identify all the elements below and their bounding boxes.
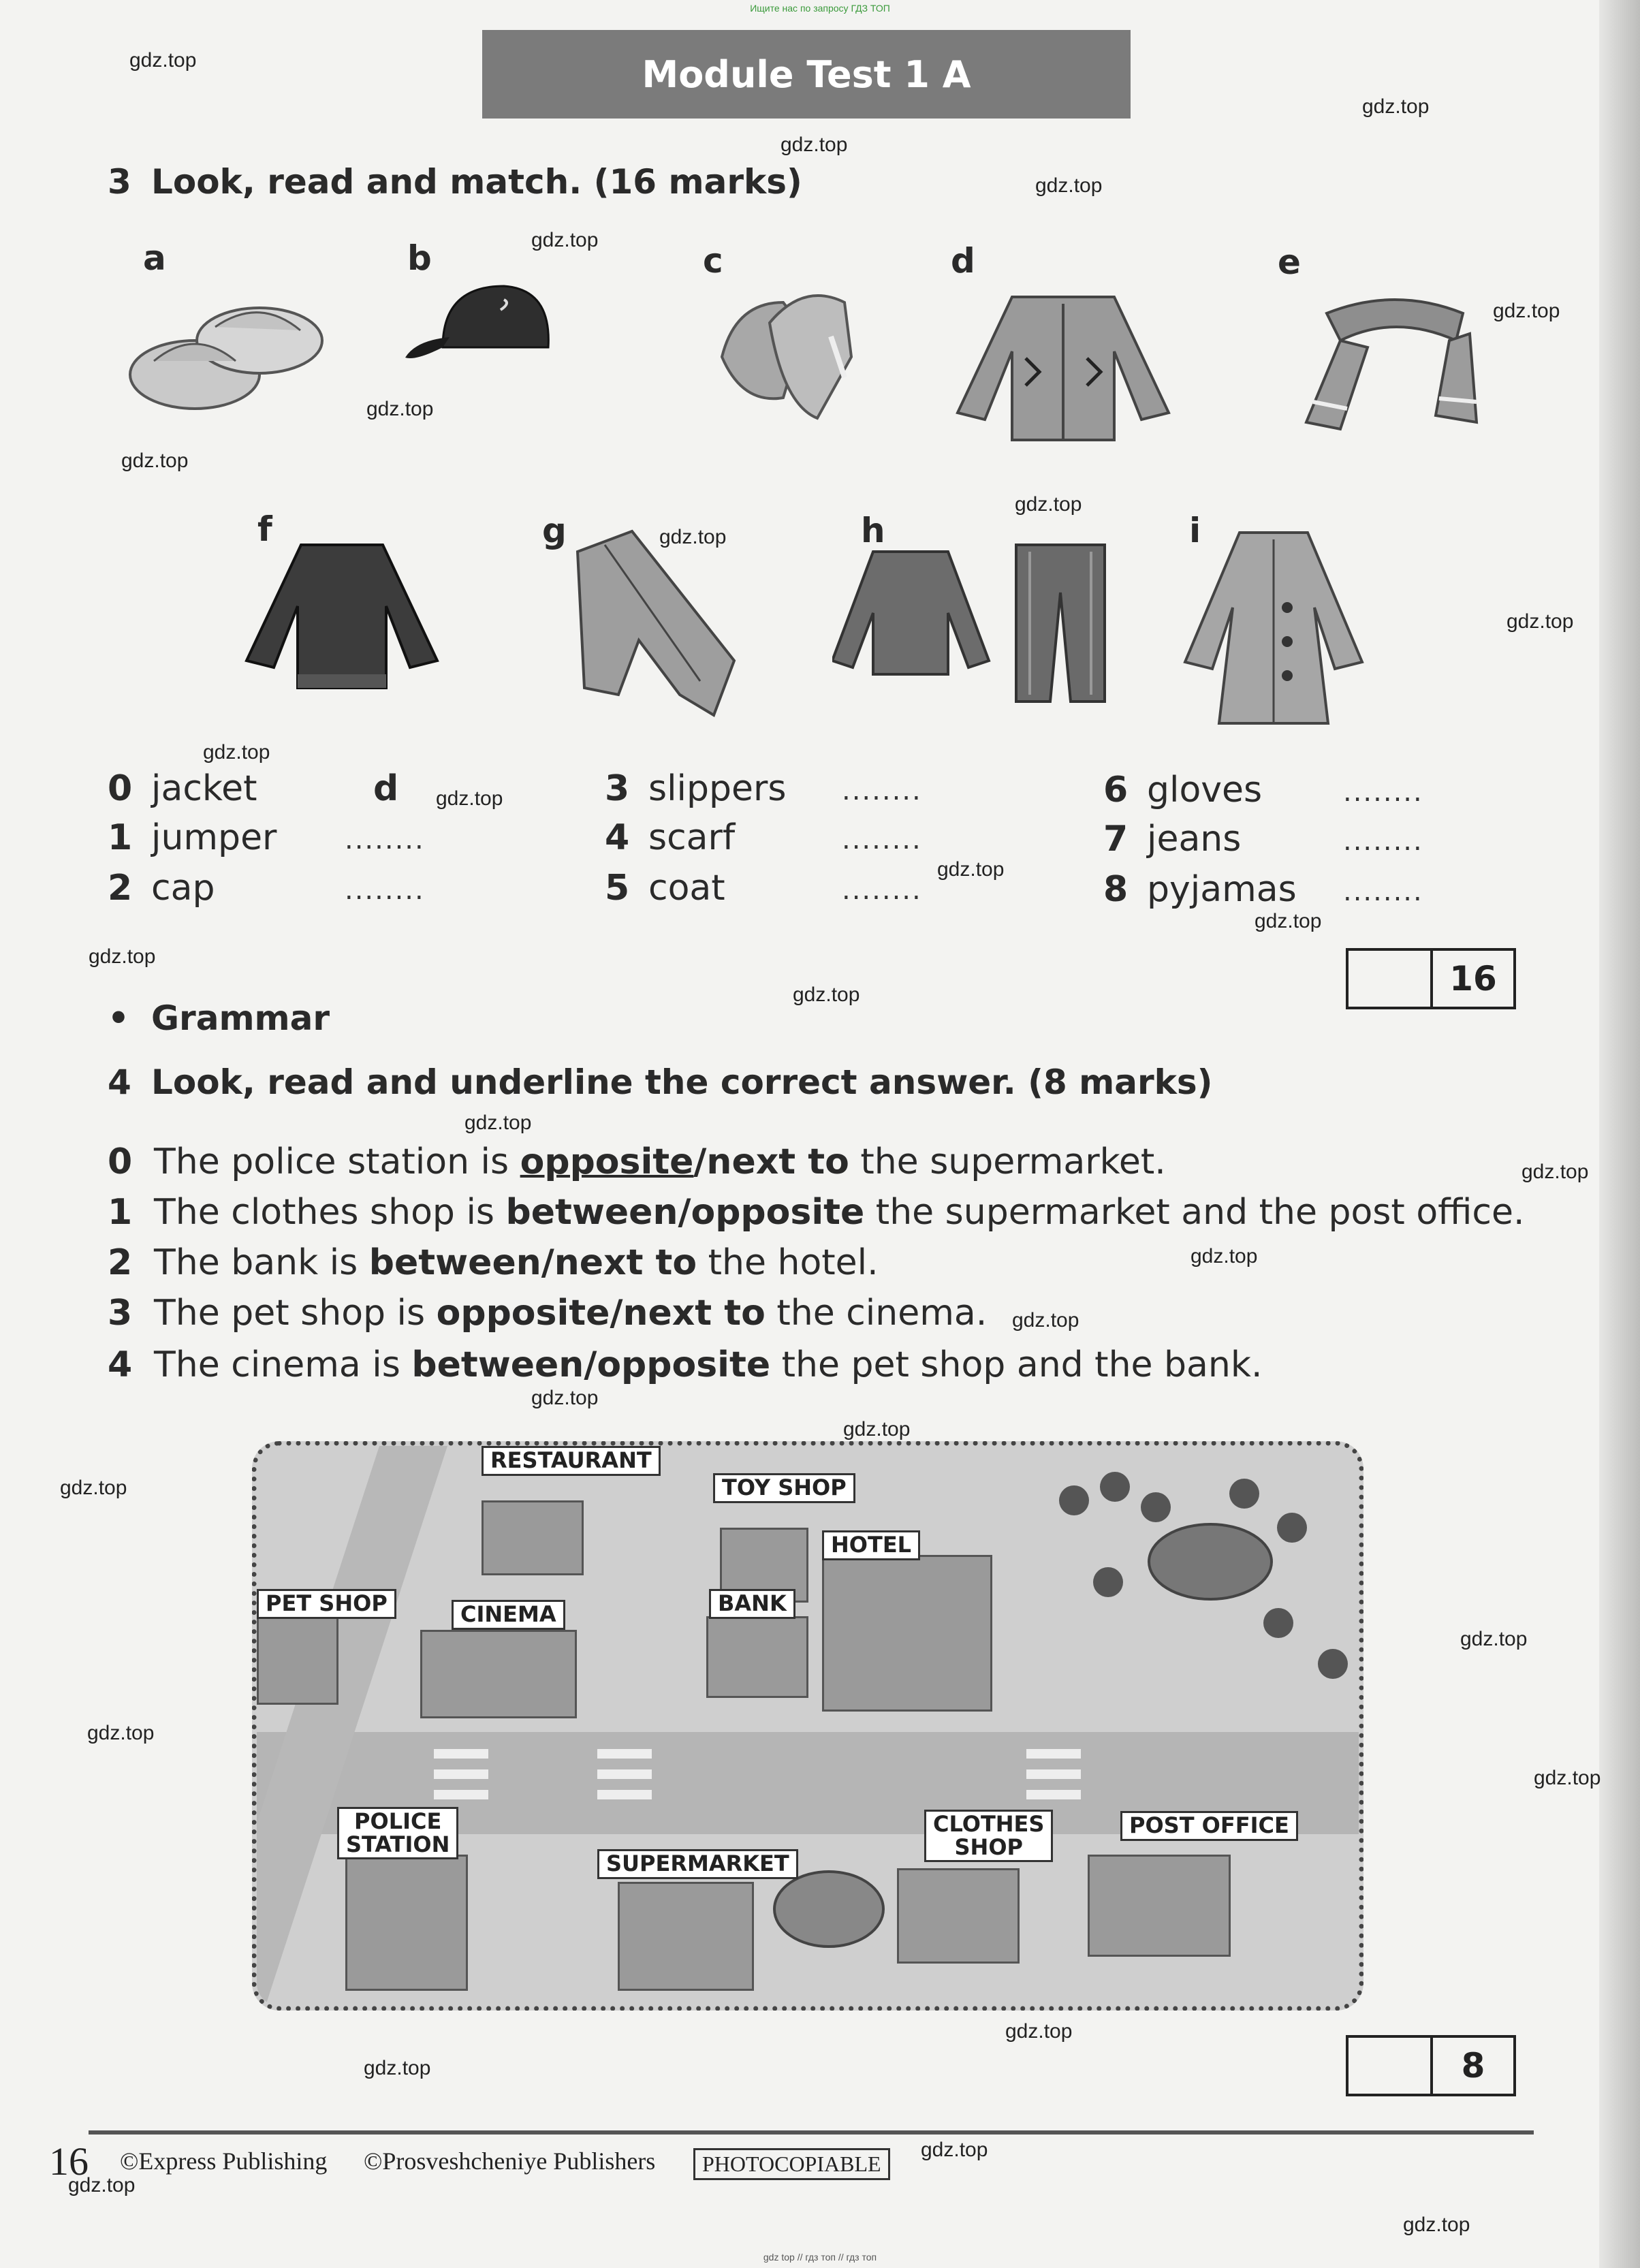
item-number: 7 bbox=[1103, 819, 1129, 860]
sentence-post: the supermarket and the post office. bbox=[864, 1192, 1525, 1233]
option-opposite[interactable]: opposite bbox=[436, 1293, 610, 1334]
cap-picture bbox=[402, 272, 558, 375]
sentence-pre: The pet shop is bbox=[154, 1293, 437, 1334]
police-station-sign bbox=[337, 1807, 458, 1859]
answer-blank[interactable]: ........ bbox=[842, 875, 922, 906]
item-word: pyjamas bbox=[1147, 869, 1297, 910]
clothes-shop-building bbox=[897, 1868, 1020, 1964]
letter-d: d bbox=[951, 241, 975, 281]
watermark: gdz.top bbox=[921, 2139, 988, 2161]
watermark: gdz.top bbox=[1255, 910, 1322, 932]
item-number: 4 bbox=[605, 817, 630, 858]
watermark: gdz.top bbox=[1005, 2020, 1073, 2043]
clothes-sign-line2: SHOP bbox=[954, 1833, 1023, 1860]
pet-shop-sign: PET SHOP bbox=[257, 1589, 396, 1619]
sentence-number: 0 bbox=[108, 1141, 133, 1182]
sentence-pre: The bank is bbox=[154, 1242, 369, 1283]
watermark: gdz.top bbox=[531, 229, 599, 251]
exercise3-heading bbox=[108, 162, 802, 202]
top-note: Ищите нас по запросу ГДЗ ТОП bbox=[750, 3, 890, 14]
sentence-text bbox=[154, 1293, 987, 1334]
watermark: gdz.top bbox=[436, 787, 503, 810]
option-separator: / bbox=[584, 1344, 597, 1385]
watermark: gdz.top bbox=[89, 945, 156, 968]
grammar-label: Grammar bbox=[151, 998, 330, 1038]
score-entry-field[interactable] bbox=[1349, 2038, 1433, 2094]
option-opposite[interactable]: opposite bbox=[597, 1344, 771, 1385]
sentence-number: 1 bbox=[108, 1192, 133, 1233]
supermarket-sign: SUPERMARKET bbox=[597, 1849, 798, 1879]
watermark: gdz.top bbox=[1015, 493, 1082, 516]
watermark: gdz.top bbox=[68, 2174, 136, 2196]
watermark: gdz.top bbox=[1403, 2214, 1470, 2236]
sentence-post: the pet shop and the bank. bbox=[770, 1344, 1263, 1385]
option-between[interactable]: between bbox=[505, 1192, 678, 1233]
jacket-picture bbox=[951, 277, 1176, 447]
sentence-post: the hotel. bbox=[697, 1242, 879, 1283]
sentence-pre: The clothes shop is bbox=[154, 1192, 506, 1233]
restaurant-sign: RESTAURANT bbox=[482, 1446, 661, 1476]
watermark: gdz.top bbox=[1521, 1161, 1589, 1183]
option-between[interactable]: between bbox=[411, 1344, 584, 1385]
watermark: gdz.top bbox=[464, 1112, 532, 1134]
bottom-note: gdz top // гдз топ // гдз топ bbox=[763, 2252, 877, 2263]
watermark: gdz.top bbox=[843, 1418, 911, 1440]
police-sign-line2: STATION bbox=[346, 1831, 450, 1857]
pyjamas-picture bbox=[832, 538, 1139, 715]
option-separator: / bbox=[693, 1141, 707, 1182]
sentence-text bbox=[154, 1192, 1525, 1233]
restaurant-building bbox=[482, 1500, 584, 1575]
item-answer: d bbox=[373, 768, 399, 809]
sentence-text bbox=[154, 1242, 879, 1283]
coat-picture bbox=[1178, 526, 1369, 730]
watermark: gdz.top bbox=[1035, 174, 1103, 197]
supermarket-building bbox=[618, 1882, 754, 1991]
item-word: scarf bbox=[648, 817, 736, 858]
sentence-post: the supermarket. bbox=[849, 1141, 1166, 1182]
bank-sign: BANK bbox=[709, 1589, 795, 1619]
exercise4-instruction: Look, read and underline the correct answer. (8 marks) bbox=[151, 1062, 1213, 1102]
watermark: gdz.top bbox=[366, 398, 434, 420]
exercise3-number: 3 bbox=[108, 162, 131, 202]
scarf-picture bbox=[1286, 286, 1504, 443]
letter-i: i bbox=[1189, 511, 1201, 550]
police-station-building bbox=[345, 1855, 468, 1991]
item-number: 5 bbox=[605, 868, 630, 909]
answer-blank[interactable]: ........ bbox=[1343, 876, 1423, 907]
option-separator: / bbox=[541, 1242, 554, 1283]
watermark: gdz.top bbox=[121, 450, 189, 472]
grammar-section-heading bbox=[108, 998, 330, 1038]
watermark: gdz.top bbox=[1362, 95, 1430, 118]
watermark: gdz.top bbox=[531, 1387, 599, 1409]
item-number: 6 bbox=[1103, 770, 1129, 810]
sentence-pre: The cinema is bbox=[154, 1344, 412, 1385]
letter-a: a bbox=[143, 238, 166, 278]
sentence-pre: The police station is bbox=[154, 1141, 520, 1182]
slippers-picture bbox=[127, 279, 324, 422]
cinema-building bbox=[420, 1630, 577, 1718]
option-next-to[interactable]: next to bbox=[706, 1141, 849, 1182]
watermark: gdz.top bbox=[1460, 1628, 1528, 1650]
watermark: gdz.top bbox=[364, 2057, 431, 2079]
option-between[interactable]: between bbox=[368, 1242, 541, 1283]
bank-building bbox=[706, 1616, 808, 1698]
sentence-number: 4 bbox=[108, 1344, 133, 1385]
sentence-post: the cinema. bbox=[765, 1293, 988, 1334]
exercise4-heading bbox=[108, 1062, 1213, 1102]
gloves-picture bbox=[708, 275, 865, 432]
exercise4-number: 4 bbox=[108, 1062, 131, 1102]
item-number: 0 bbox=[108, 768, 133, 809]
watermark: gdz.top bbox=[60, 1477, 127, 1499]
item-number: 3 bbox=[605, 768, 630, 809]
option-opposite[interactable]: opposite bbox=[520, 1141, 694, 1182]
item-word: jeans bbox=[1147, 819, 1242, 860]
item-word: jumper bbox=[151, 817, 277, 858]
watermark: gdz.top bbox=[1190, 1245, 1258, 1267]
footer-divider bbox=[89, 2130, 1534, 2135]
page-edge-shadow bbox=[1599, 0, 1640, 2268]
hotel-building bbox=[822, 1555, 992, 1712]
exercise3-instruction: Look, read and match. (16 marks) bbox=[151, 162, 802, 202]
photocopiable-stamp: PHOTOCOPIABLE bbox=[693, 2148, 890, 2180]
watermark: gdz.top bbox=[1507, 610, 1574, 633]
watermark: gdz.top bbox=[659, 526, 727, 548]
option-next-to[interactable]: next to bbox=[622, 1293, 766, 1334]
letter-e: e bbox=[1278, 242, 1301, 282]
option-opposite[interactable]: opposite bbox=[691, 1192, 865, 1233]
watermark: gdz.top bbox=[780, 133, 848, 156]
answer-blank[interactable]: ........ bbox=[345, 824, 425, 855]
clothes-shop-sign bbox=[924, 1810, 1053, 1862]
watermark: gdz.top bbox=[129, 49, 197, 72]
jeans-picture bbox=[564, 524, 768, 722]
letter-b: b bbox=[407, 238, 432, 278]
item-word: slippers bbox=[648, 768, 787, 809]
item-word: cap bbox=[151, 868, 215, 909]
page-number: 16 bbox=[49, 2139, 89, 2184]
answer-blank[interactable]: ........ bbox=[842, 824, 922, 855]
score-total: 16 bbox=[1449, 959, 1497, 998]
answer-blank[interactable]: ........ bbox=[1343, 776, 1423, 808]
watermark: gdz.top bbox=[1493, 300, 1560, 322]
item-number: 8 bbox=[1103, 869, 1129, 910]
letter-c: c bbox=[703, 241, 723, 281]
option-next-to[interactable]: next to bbox=[554, 1242, 697, 1283]
sentence-text bbox=[154, 1141, 1166, 1182]
town-map bbox=[252, 1441, 1363, 2011]
answer-blank[interactable]: ........ bbox=[1343, 825, 1423, 857]
exercise4-score-box bbox=[1346, 2035, 1516, 2096]
post-office-building bbox=[1088, 1855, 1231, 1957]
pet-shop-building bbox=[257, 1616, 338, 1705]
letter-h: h bbox=[861, 511, 885, 550]
page-title: Module Test 1 A bbox=[482, 30, 1131, 119]
post-office-sign: POST OFFICE bbox=[1120, 1811, 1298, 1841]
letter-g: g bbox=[542, 511, 567, 550]
watermark: gdz.top bbox=[1534, 1767, 1601, 1789]
toy-shop-sign: TOY SHOP bbox=[713, 1473, 855, 1503]
bullet: • bbox=[108, 998, 129, 1038]
clothes-sign-line1: CLOTHES bbox=[933, 1811, 1045, 1837]
jumper-picture bbox=[240, 531, 444, 695]
option-separator: / bbox=[610, 1293, 623, 1334]
letter-f: f bbox=[257, 509, 272, 549]
cinema-sign: CINEMA bbox=[452, 1600, 565, 1630]
watermark: gdz.top bbox=[937, 858, 1005, 881]
publisher-prosveshcheniye: ©Prosveshcheniye Publishers bbox=[364, 2147, 656, 2175]
watermark: gdz.top bbox=[793, 983, 860, 1006]
publisher-express: ©Express Publishing bbox=[120, 2147, 328, 2175]
exercise3-score-box bbox=[1346, 948, 1516, 1009]
option-separator: / bbox=[678, 1192, 691, 1233]
answer-blank[interactable]: ........ bbox=[345, 875, 425, 906]
watermark: gdz.top bbox=[203, 741, 270, 763]
sentence-text bbox=[154, 1344, 1263, 1385]
item-number: 2 bbox=[108, 868, 133, 909]
item-word: coat bbox=[648, 868, 725, 909]
item-number: 1 bbox=[108, 817, 133, 858]
sentence-number: 2 bbox=[108, 1242, 133, 1283]
item-word: jacket bbox=[151, 768, 257, 809]
police-sign-line1: POLICE bbox=[354, 1808, 442, 1834]
item-word: gloves bbox=[1147, 770, 1263, 810]
score-total: 8 bbox=[1461, 2046, 1485, 2085]
watermark: gdz.top bbox=[87, 1722, 155, 1744]
hotel-sign: HOTEL bbox=[822, 1530, 920, 1560]
sentence-number: 3 bbox=[108, 1293, 133, 1334]
score-entry-field[interactable] bbox=[1349, 951, 1433, 1007]
watermark: gdz.top bbox=[1012, 1309, 1079, 1332]
answer-blank[interactable]: ........ bbox=[842, 775, 922, 806]
